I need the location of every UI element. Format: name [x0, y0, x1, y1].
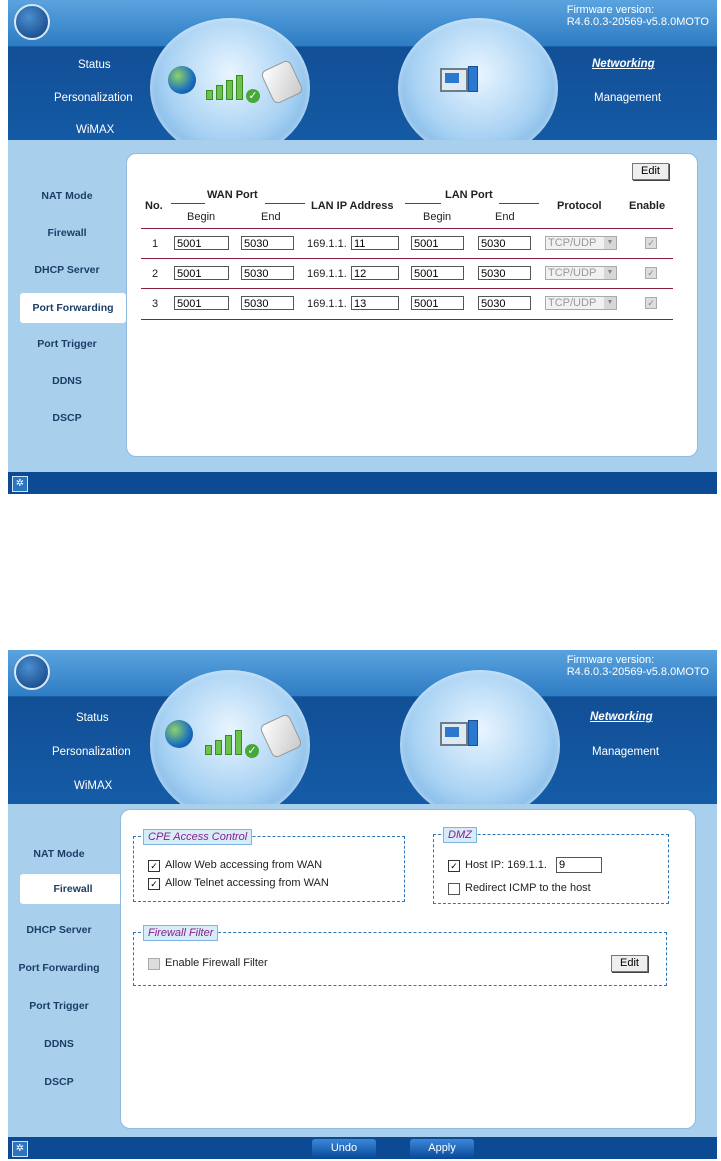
lan-end-input[interactable]: 5030: [478, 236, 531, 250]
redirect-icmp-label: Redirect ICMP to the host: [465, 882, 591, 894]
footer-bar: [8, 1137, 717, 1159]
protocol-value: TCP/UDP: [548, 267, 597, 279]
wan-end-input[interactable]: 5030: [241, 236, 294, 250]
header: [8, 650, 717, 804]
nav-status[interactable]: Status: [76, 712, 109, 724]
cpe-access-control-title: CPE Access Control: [143, 829, 252, 845]
allow-telnet-checkbox[interactable]: ✓: [148, 878, 160, 890]
redirect-icmp-checkbox[interactable]: [448, 883, 460, 895]
motorola-logo: [14, 654, 50, 690]
nav-wimax[interactable]: WiMAX: [76, 124, 115, 136]
globe-icon: [168, 66, 196, 94]
wan-port-divider-right: [265, 203, 305, 204]
host-ip-input[interactable]: 9: [556, 857, 602, 873]
lan-ip-suffix-input[interactable]: 11: [351, 236, 399, 250]
wan-port-divider-left: [171, 203, 205, 204]
sidebar-item-port-forwarding[interactable]: Port Forwarding: [18, 962, 100, 974]
allow-telnet-label: Allow Telnet accessing from WAN: [165, 877, 329, 889]
sidebar-item-dhcp-server[interactable]: DHCP Server: [26, 924, 92, 936]
main-area: [8, 140, 717, 472]
checkmark-icon: ✓: [245, 744, 259, 758]
sidebar-item-ddns[interactable]: DDNS: [52, 375, 82, 387]
computer-icon: [440, 722, 468, 746]
row-number: 3: [152, 298, 159, 310]
sidebar-menu: [8, 804, 126, 1124]
lan-end-header: End: [495, 211, 515, 223]
edit-button[interactable]: Edit: [632, 163, 669, 180]
nav-networking[interactable]: Networking: [590, 711, 653, 723]
nav-personalization[interactable]: Personalization: [54, 92, 133, 104]
sidebar-item-nat-mode[interactable]: NAT Mode: [33, 848, 85, 860]
computer-tower-icon: [468, 66, 478, 92]
wan-end-input[interactable]: 5030: [241, 266, 294, 280]
sidebar-item-firewall[interactable]: Firewall: [47, 227, 87, 239]
computer-icon: [440, 68, 468, 92]
wan-end-input[interactable]: 5030: [241, 296, 294, 310]
col-no-header: No.: [145, 200, 163, 212]
firewall-filter-edit-button[interactable]: Edit: [611, 955, 648, 972]
host-ip-label: Host IP: 169.1.1.: [465, 859, 547, 871]
protocol-select[interactable]: [545, 266, 617, 280]
sidebar-item-port-forwarding[interactable]: Port Forwarding: [20, 293, 126, 323]
lan-ip-suffix-input[interactable]: 13: [351, 296, 399, 310]
lan-ip-suffix-input[interactable]: 12: [351, 266, 399, 280]
allow-web-checkbox[interactable]: ✓: [148, 860, 160, 872]
enable-checkbox[interactable]: ✓: [645, 297, 657, 309]
sidebar-item-port-trigger[interactable]: Port Trigger: [37, 338, 97, 350]
col-lan-port-header: LAN Port: [445, 189, 493, 201]
wan-end-header: End: [261, 211, 281, 223]
sidebar-item-dhcp-server[interactable]: DHCP Server: [34, 264, 100, 276]
firewall-content: [120, 809, 696, 1129]
enable-firewall-filter-label: Enable Firewall Filter: [165, 957, 268, 969]
motorola-logo: [14, 4, 50, 40]
protocol-select[interactable]: [545, 296, 617, 310]
protocol-value: TCP/UDP: [548, 297, 597, 309]
signal-bars-icon: [206, 75, 243, 100]
chevron-down-icon: ▼: [604, 297, 616, 309]
allow-web-label: Allow Web accessing from WAN: [165, 859, 323, 871]
computer-tower-icon: [468, 720, 478, 746]
enable-checkbox[interactable]: ✓: [645, 267, 657, 279]
firmware-info: [567, 654, 709, 678]
host-ip-checkbox[interactable]: ✓: [448, 860, 460, 872]
wan-begin-input[interactable]: 5001: [174, 296, 229, 310]
footer-bar: [8, 472, 717, 494]
lan-end-input[interactable]: 5030: [478, 266, 531, 280]
lan-ip-prefix: 169.1.1.: [307, 268, 347, 280]
lan-begin-input[interactable]: 5001: [411, 266, 464, 280]
lan-port-divider-right: [499, 203, 539, 204]
chevron-down-icon: ▼: [604, 267, 616, 279]
nav-wimax[interactable]: WiMAX: [74, 780, 113, 792]
firmware-value: R4.6.0.3-20569-v5.8.0MOTO: [566, 666, 709, 678]
firewall-screen: [8, 650, 717, 1159]
nav-management[interactable]: Management: [594, 92, 662, 104]
lan-ip-prefix: 169.1.1.: [307, 298, 347, 310]
undo-button[interactable]: Undo: [312, 1139, 376, 1157]
sidebar-item-firewall[interactable]: Firewall: [20, 874, 126, 904]
table-row-divider: [141, 258, 673, 259]
sidebar-item-dscp[interactable]: DSCP: [44, 1076, 74, 1088]
port-forwarding-screen: [8, 0, 717, 494]
protocol-select[interactable]: [545, 236, 617, 250]
col-protocol-header: Protocol: [557, 200, 602, 212]
enable-checkbox[interactable]: ✓: [645, 237, 657, 249]
sidebar-menu: [8, 140, 126, 460]
nav-management[interactable]: Management: [592, 746, 660, 758]
port-forwarding-content: [126, 153, 698, 457]
col-enable-header: Enable: [629, 200, 666, 212]
table-row-divider: [141, 319, 673, 320]
col-lan-ip-header: LAN IP Address: [311, 200, 394, 212]
signal-bars-icon: [205, 730, 242, 755]
firmware-info: [567, 4, 709, 28]
nav-personalization[interactable]: Personalization: [52, 746, 131, 758]
chevron-down-icon: ▼: [604, 237, 616, 249]
header: [8, 0, 717, 140]
firewall-filter-title: Firewall Filter: [143, 925, 218, 941]
row-number: 2: [152, 268, 159, 280]
nav-networking[interactable]: Networking: [592, 58, 655, 70]
sidebar-item-ddns[interactable]: DDNS: [44, 1038, 74, 1050]
table-row-divider: [141, 288, 673, 289]
firmware-label: Firmware version:: [566, 654, 655, 666]
dmz-title: DMZ: [443, 827, 477, 843]
lan-ip-prefix: 169.1.1.: [307, 238, 347, 250]
firmware-label: Firmware version:: [566, 4, 655, 16]
globe-icon: [165, 720, 193, 748]
enable-firewall-filter-checkbox[interactable]: [148, 958, 160, 970]
snowflake-icon[interactable]: ✲: [12, 1141, 28, 1157]
lan-begin-input[interactable]: 5001: [411, 296, 464, 310]
lan-port-divider-left: [405, 203, 441, 204]
sidebar-item-dscp[interactable]: DSCP: [52, 412, 82, 424]
lan-begin-input[interactable]: 5001: [411, 236, 464, 250]
col-wan-port-header: WAN Port: [207, 189, 258, 201]
wan-begin-input[interactable]: 5001: [174, 266, 229, 280]
wan-begin-input[interactable]: 5001: [174, 236, 229, 250]
nav-status[interactable]: Status: [78, 59, 111, 71]
lan-end-input[interactable]: 5030: [478, 296, 531, 310]
main-area: [8, 804, 717, 1137]
snowflake-icon[interactable]: ✲: [12, 476, 28, 492]
protocol-value: TCP/UDP: [548, 237, 597, 249]
lan-begin-header: Begin: [423, 211, 452, 223]
firmware-value: R4.6.0.3-20569-v5.8.0MOTO: [566, 16, 709, 28]
sidebar-item-port-trigger[interactable]: Port Trigger: [29, 1000, 89, 1012]
row-number: 1: [152, 238, 159, 250]
checkmark-icon: ✓: [246, 89, 260, 103]
sidebar-item-nat-mode[interactable]: NAT Mode: [41, 190, 93, 202]
wan-begin-header: Begin: [187, 211, 216, 223]
apply-button[interactable]: Apply: [410, 1139, 474, 1157]
table-row-divider: [141, 228, 673, 229]
